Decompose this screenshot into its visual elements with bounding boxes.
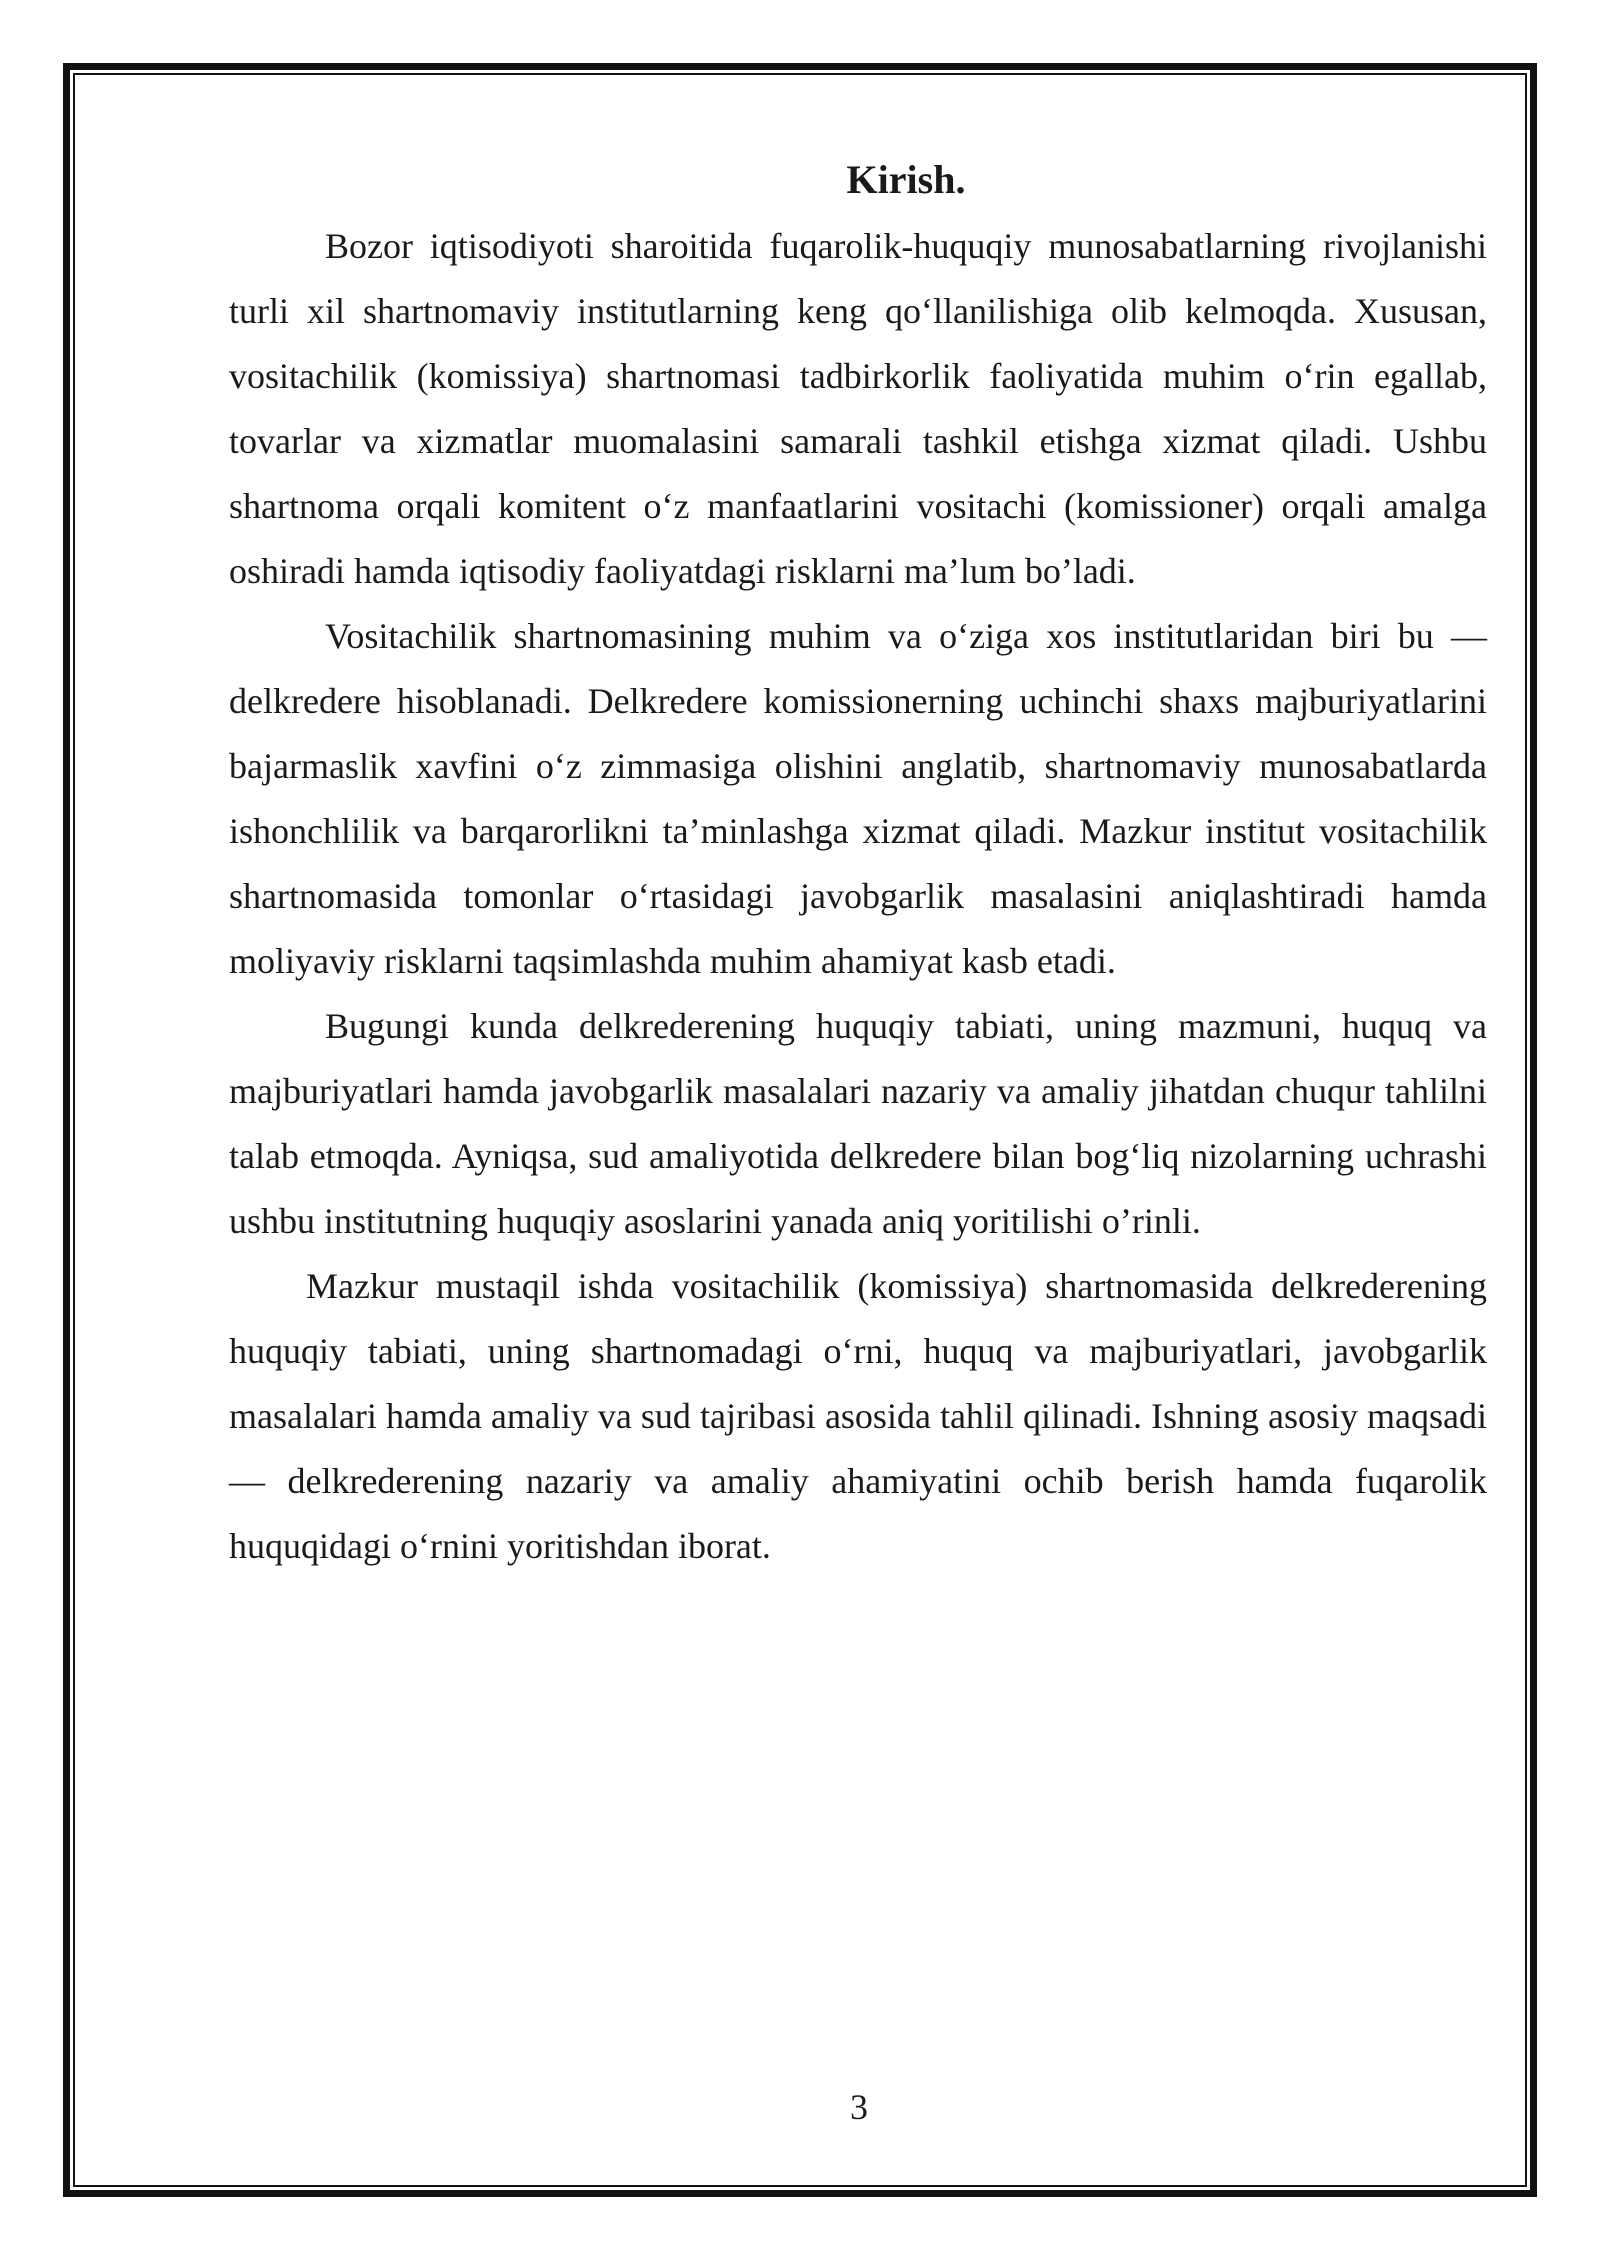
paragraph-2: Vositachilik shartnomasining muhim va o‘ziga xos institutlaridan biri bu — delkredere hisoblanadi. Delkredere komissionerning uchinchi shaxs majburiyatlarini bajarmaslik xavfini o‘z zimmasiga olishini anglatib, shartnomaviy munosabatlarda ishonchlilik va barqarorlikni ta’minlashga xizmat qiladi. Mazkur institut vositachilik shartnomasida tomonlar o‘rtasidagi javobgarlik masalasini aniqlashtiradi hamda moliyaviy risklarni taqsimlashda muhim ahamiyat kasb etadi. (229, 616, 1487, 981)
section-title: Kirish. (846, 157, 966, 202)
paragraph-4: Mazkur mustaqil ishda vositachilik (komissiya) shartnomasida delkrederening huquqiy tabiati, uning shartnomadagi o‘rni, huquq va majburiyatlari, javobgarlik masalalari hamda amaliy va sud tajribasi asosida tahlil qilinadi. Ishning asosiy maqsadi — delkrederening nazariy va amaliy ahamiyatini ochib berish hamda fuqarolik huquqidagi o‘rnini yoritishdan iborat. (229, 1266, 1487, 1566)
paragraph-1: Bozor iqtisodiyoti sharoitida fuqarolik-huquqiy munosabatlarning rivojlanishi turli xil shartnomaviy institutlarning keng qo‘llanilishiga olib kelmoqda. Xususan, vositachilik (komissiya) shartnomasi tadbirkorlik faoliyatida muhim o‘rin egallab, tovarlar va xizmatlar muomalasini samarali tashkil etishga xizmat qiladi. Ushbu shartnoma orqali komitent o‘z manfaatlarini vositachi (komissioner) orqali amalga oshiradi hamda iqtisodiy faoliyatdagi risklarni ma’lum bo’ladi. (229, 226, 1487, 591)
paragraph-3: Bugungi kunda delkrederening huquqiy tabiati, uning mazmuni, huquq va majburiyatlari hamda javobgarlik masalalari nazariy va amaliy jihatdan chuqur tahlilni talab etmoqda. Ayniqsa, sud amaliyotida delkredere bilan bog‘liq nizolarning uchrashi ushbu institutning huquqiy asoslarini yanada aniq yoritilishi o’rinli. (229, 1006, 1487, 1241)
page-number: 3 (850, 2087, 868, 2127)
document-body (229, 150, 1487, 1579)
